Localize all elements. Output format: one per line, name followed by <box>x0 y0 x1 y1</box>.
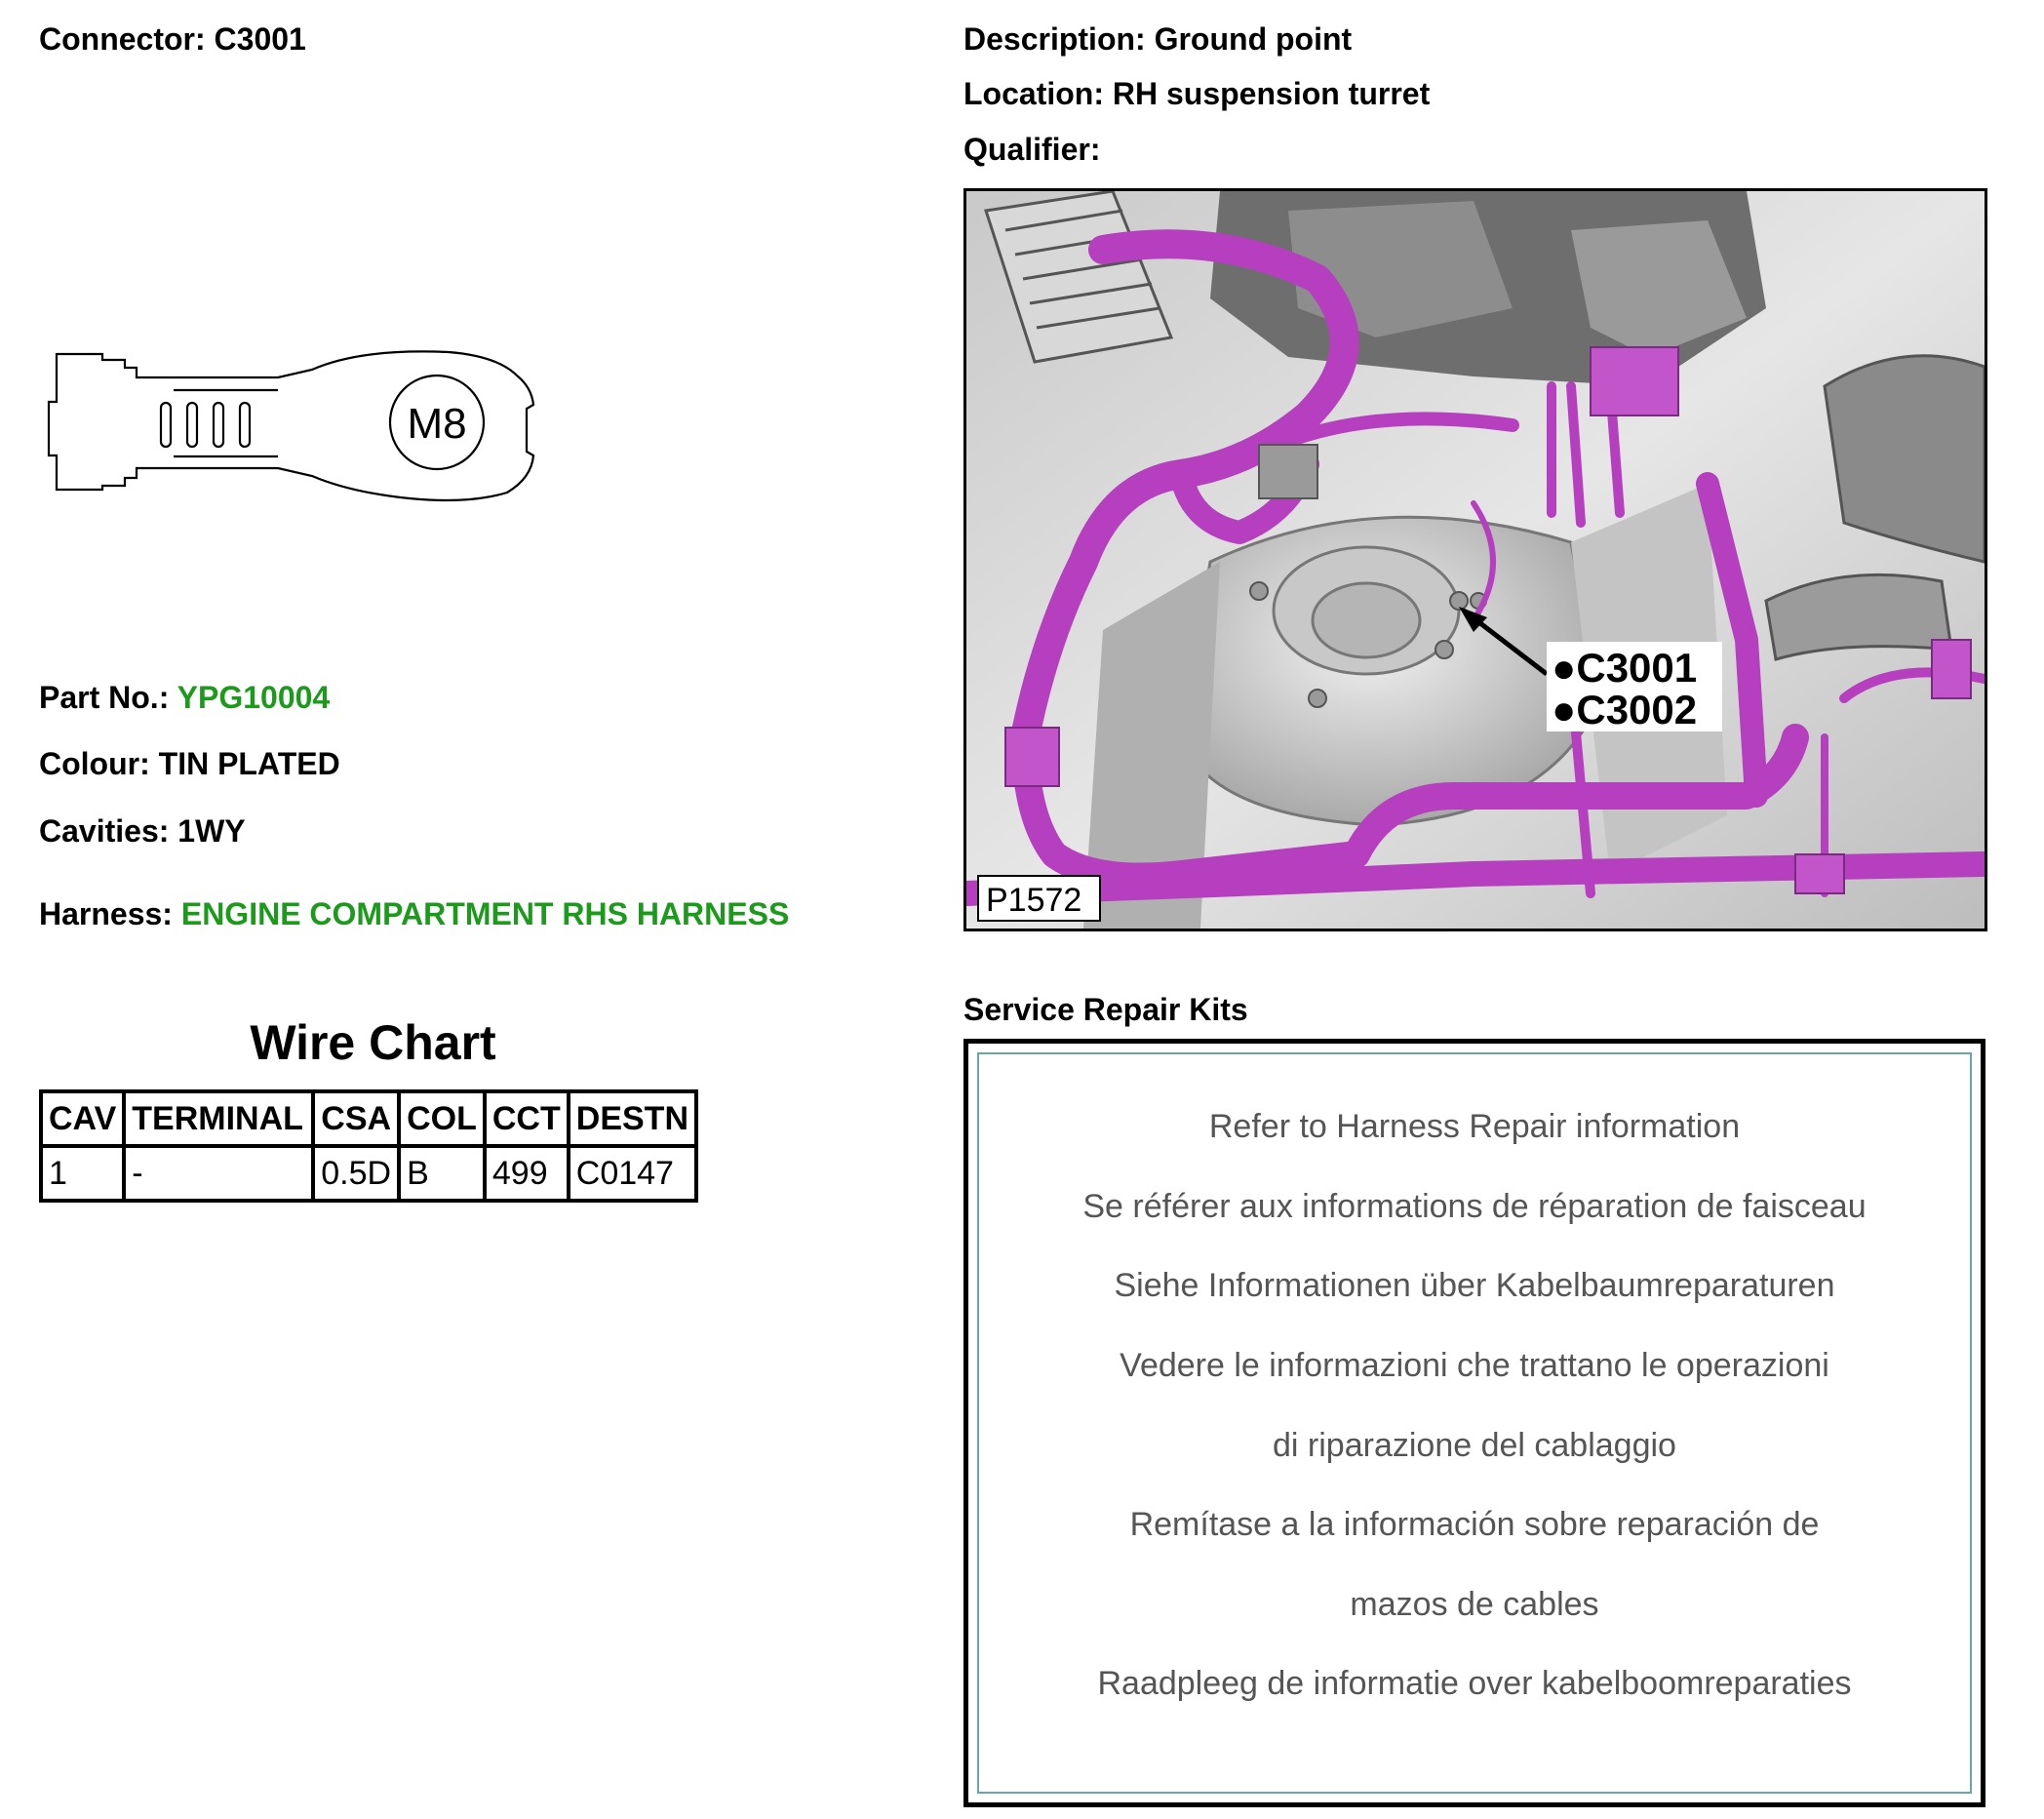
header-csa: CSA <box>313 1091 399 1146</box>
location-label: Location: <box>963 76 1104 111</box>
kit-line: Refer to Harness Repair information <box>1208 1108 1741 1145</box>
colour-label: Colour: <box>39 746 150 781</box>
description-value: Ground point <box>1154 21 1353 57</box>
cell-destn: C0147 <box>569 1146 696 1201</box>
cell-cct: 499 <box>485 1146 569 1201</box>
qualifier-label: Qualifier: <box>963 132 1101 167</box>
ring-terminal-diagram <box>39 336 546 507</box>
service-repair-kits-inner <box>977 1052 1972 1794</box>
header-terminal: TERMINAL <box>124 1091 313 1146</box>
kit-line: Vedere le informazioni che trattano le operazioni <box>1120 1347 1829 1384</box>
cavities-label: Cavities: <box>39 813 170 849</box>
wire-chart-title: Wire Chart <box>250 1015 496 1070</box>
kit-line: Se référer aux informations de réparation de faisceau <box>1082 1188 1867 1225</box>
cell-csa: 0.5D <box>313 1146 399 1201</box>
cell-col: B <box>399 1146 485 1201</box>
cell-cav: 1 <box>41 1146 124 1201</box>
service-repair-kits-title: Service Repair Kits <box>963 992 1248 1027</box>
cell-terminal: - <box>124 1146 313 1201</box>
callout-c3002: ●C3002 <box>1552 687 1698 732</box>
photo-ref-label: P1572 <box>986 882 1082 919</box>
cavities-value: 1WY <box>177 813 246 849</box>
engine-bay-illustration <box>966 191 1985 929</box>
connector-value: C3001 <box>214 21 306 57</box>
header-cct: CCT <box>485 1091 569 1146</box>
header-col: COL <box>399 1091 485 1146</box>
service-repair-kits-box <box>963 1039 1985 1807</box>
kit-line: Remítase a la información sobre reparación de <box>1129 1506 1820 1543</box>
wire-chart-table <box>39 1089 698 1203</box>
crimp-slots <box>161 403 250 447</box>
harness-label: Harness: <box>39 896 173 931</box>
part-no-label: Part No.: <box>39 680 170 715</box>
part-no-value[interactable]: YPG10004 <box>177 680 331 715</box>
kit-line: Raadpleeg de informatie over kabelboomreparaties <box>1097 1665 1852 1702</box>
kit-line: Siehe Informationen über Kabelbaumreparaturen <box>1114 1267 1835 1304</box>
stud-size-label: M8 <box>407 400 467 448</box>
table-row <box>41 1146 696 1201</box>
colour-value: TIN PLATED <box>158 746 340 781</box>
kit-line: mazos de cables <box>1350 1586 1599 1623</box>
location-value: RH suspension turret <box>1112 76 1431 111</box>
harness-value[interactable]: ENGINE COMPARTMENT RHS HARNESS <box>180 896 790 931</box>
harness-field <box>39 896 789 932</box>
colour-field <box>39 746 340 782</box>
location-photo <box>963 188 1987 931</box>
wire-chart-header-row <box>41 1091 696 1146</box>
header-cav: CAV <box>41 1091 124 1146</box>
description-label: Description: <box>963 21 1146 57</box>
description-field <box>963 21 1352 58</box>
connector-field <box>39 21 306 58</box>
cavities-field <box>39 813 246 850</box>
header-destn: DESTN <box>569 1091 696 1146</box>
location-field <box>963 76 1430 112</box>
part-no-field <box>39 680 330 716</box>
connector-label: Connector: <box>39 21 206 57</box>
kit-line: di riparazione del cablaggio <box>1273 1427 1676 1464</box>
callout-c3001: ●C3001 <box>1552 645 1698 691</box>
qualifier-field <box>963 132 1100 168</box>
